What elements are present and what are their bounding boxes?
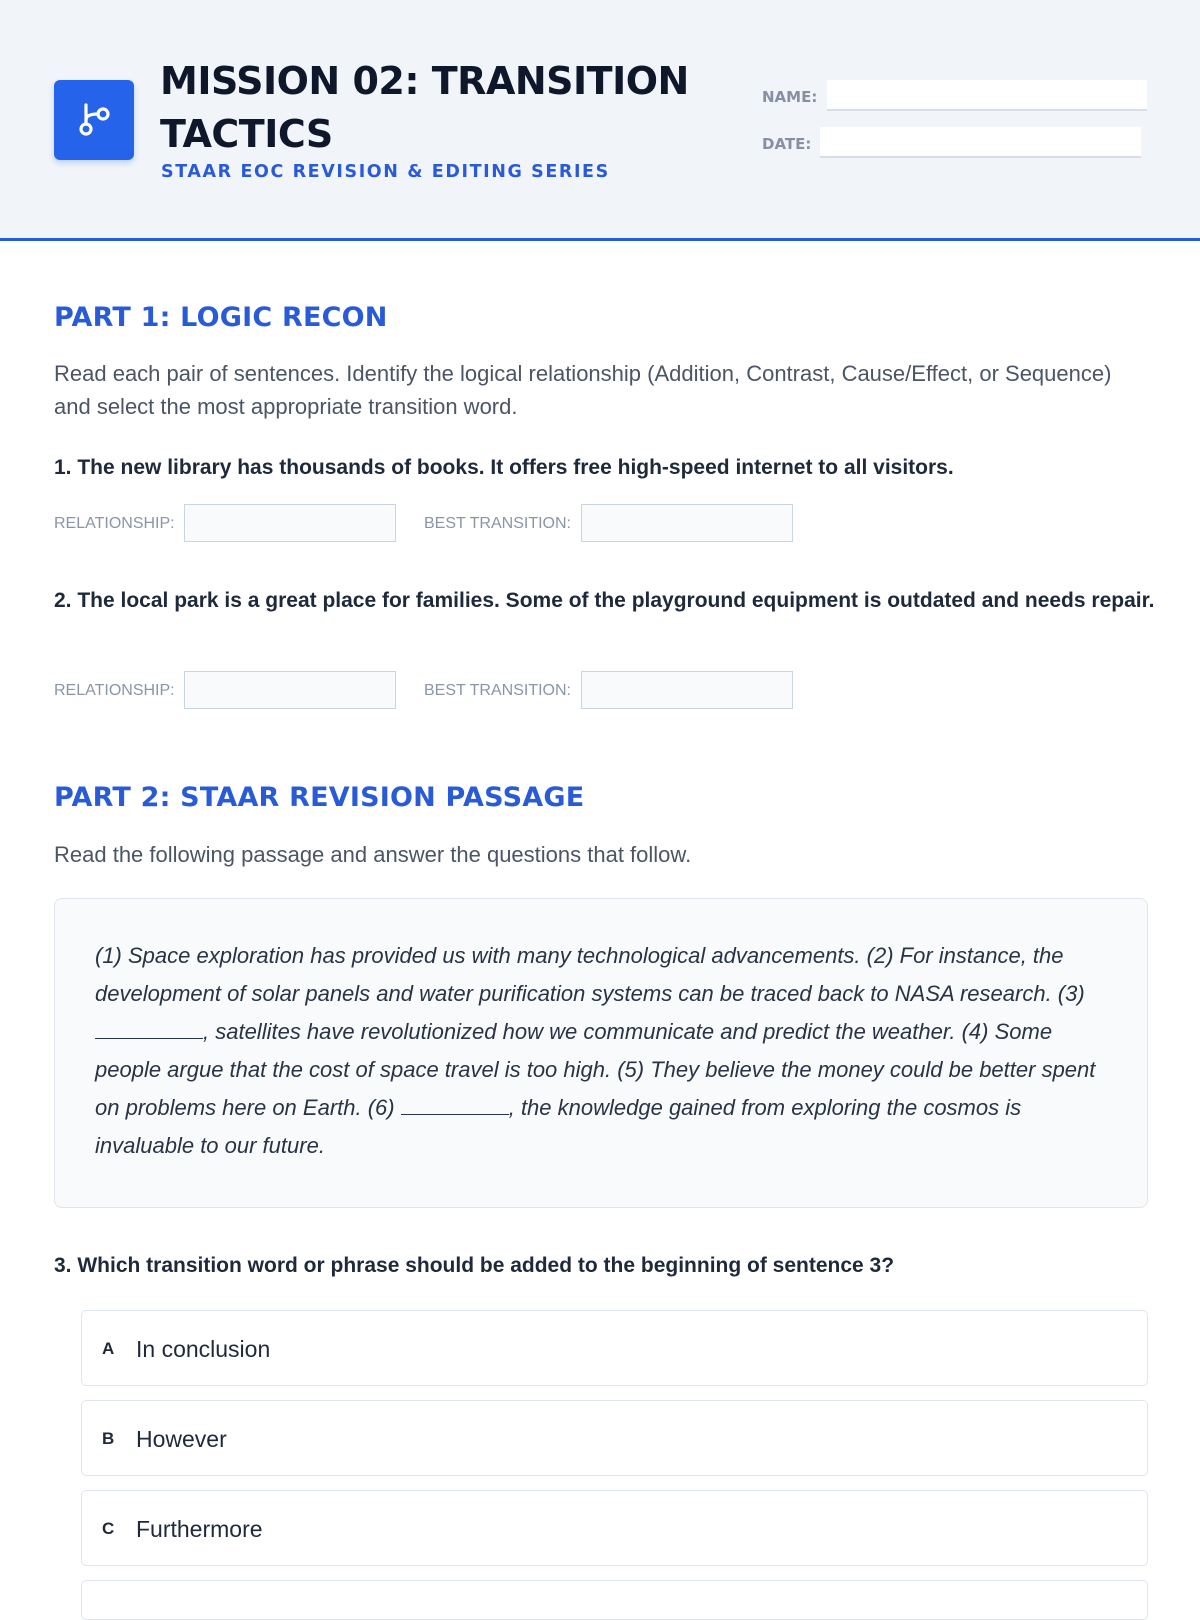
- transition-input-1[interactable]: [581, 504, 793, 542]
- option-text: In conclusion: [136, 1336, 271, 1362]
- part1-title: PART 1: LOGIC RECON: [54, 302, 388, 333]
- relationship-input-1[interactable]: [184, 504, 396, 542]
- option-text: However: [136, 1426, 227, 1452]
- name-label: NAME:: [762, 88, 818, 106]
- part2-title: PART 2: STAAR REVISION PASSAGE: [54, 782, 585, 813]
- question-3: 3. Which transition word or phrase should be added to the beginning of sentence 3?: [54, 1254, 895, 1277]
- relationship-label: RELATIONSHIP:: [54, 515, 175, 532]
- answer-option-a[interactable]: [81, 1310, 1148, 1386]
- option-text: Furthermore: [136, 1516, 263, 1542]
- transition-input-2[interactable]: [581, 671, 793, 709]
- part2-instructions: Read the following passage and answer the questions that follow.: [54, 842, 692, 867]
- relationship-label: RELATIONSHIP:: [54, 682, 175, 699]
- relationship-input-2[interactable]: [184, 671, 396, 709]
- passage-text: [95, 937, 1107, 1165]
- option-letter: C: [102, 1519, 115, 1538]
- part1-instructions: Read each pair of sentences. Identify the logical relationship (Addition, Contrast, Cause/Effect, or Sequence) and select the most appropriate transition word.: [54, 361, 1112, 419]
- answer-option-b[interactable]: [81, 1400, 1148, 1476]
- date-field[interactable]: [820, 127, 1141, 158]
- passage-segment: , satellites have revolutionized how we communicate and predict the weather. (4) Some people argue that the cost of space travel is too high. (5) They believe the money could be better spent on problems here on Earth. (6): [95, 1019, 1096, 1120]
- page-subtitle: STAAR EOC REVISION & EDITING SERIES: [161, 162, 610, 182]
- page-header: [0, 0, 1200, 241]
- date-label: DATE:: [762, 135, 812, 153]
- revision-passage: [54, 898, 1148, 1208]
- passage-blank: [95, 1037, 203, 1039]
- question-1: 1. The new library has thousands of books. It offers free high-speed internet to all visitors.: [54, 456, 954, 479]
- transition-label: BEST TRANSITION:: [424, 682, 571, 699]
- passage-segment: , the knowledge gained from exploring the cosmos is invaluable to our future.: [95, 1095, 1022, 1158]
- page-title: MISSION 02: TRANSITION TACTICS: [160, 59, 689, 156]
- option-letter: A: [102, 1339, 115, 1358]
- question-2: 2. The local park is a great place for families. Some of the playground equipment is outdated and needs repair.: [54, 589, 1155, 612]
- option-letter: B: [102, 1429, 115, 1448]
- transition-label: BEST TRANSITION:: [424, 515, 571, 532]
- name-field[interactable]: [827, 80, 1147, 111]
- branch-icon: [72, 98, 116, 142]
- passage-blank: [401, 1113, 509, 1115]
- logo: [54, 80, 134, 160]
- answer-option-c[interactable]: [81, 1490, 1148, 1566]
- answer-option-d[interactable]: [81, 1580, 1148, 1620]
- passage-segment: (1) Space exploration has provided us with many technological advancements. (2) For instance, the development of solar panels and water purification systems can be traced back to NASA research. (3): [95, 943, 1085, 1006]
